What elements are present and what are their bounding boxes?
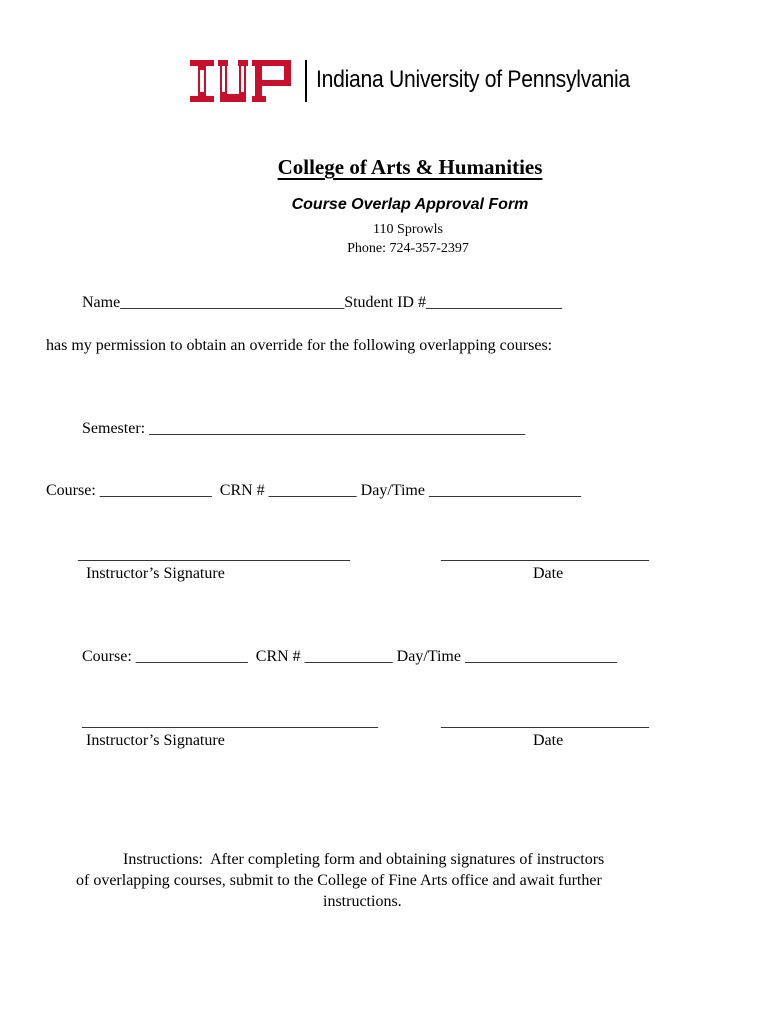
instructor-signature-rule-2[interactable]: _____________________________________ [82, 713, 378, 730]
date-rule-1[interactable]: __________________________ [441, 546, 649, 563]
date-rule-2[interactable]: __________________________ [441, 713, 649, 730]
logo-divider [305, 60, 307, 102]
semester-line[interactable]: Semester: _______________________________________________ [82, 420, 526, 437]
page-title: College of Arts & Humanities [277, 155, 543, 179]
permission-statement: has my permission to obtain an override for the following overlapping courses: [46, 337, 553, 354]
instructions-line-1: Instructions: After completing form and obtaining signatures of instructors [123, 851, 605, 868]
course-line-1[interactable]: Course: ______________ CRN # ___________ Day/Time ___________________ [46, 482, 581, 499]
university-name: Indiana University of Pennsylvania [316, 66, 630, 93]
form-subtitle: Course Overlap Approval Form [291, 196, 529, 213]
iup-logo-mark [190, 58, 296, 104]
course-line-2[interactable]: Course: ______________ CRN # ___________ Day/Time ___________________ [82, 648, 617, 665]
date-label-2: Date [533, 732, 564, 749]
instructor-signature-label-1: Instructor’s Signature [86, 565, 225, 582]
date-label-1: Date [533, 565, 564, 582]
instructor-signature-rule-1[interactable]: __________________________________ [78, 546, 350, 563]
office-address: 110 Sprowls [373, 222, 443, 237]
instructor-signature-label-2: Instructor’s Signature [86, 732, 225, 749]
student-name-id-line[interactable]: Name____________________________Student ID #_________________ [82, 294, 562, 311]
instructions-line-3: instructions. [323, 893, 402, 910]
office-phone: Phone: 724-357-2397 [347, 241, 469, 256]
instructions-line-2: of overlapping courses, submit to the College of Fine Arts office and await further [76, 872, 602, 889]
